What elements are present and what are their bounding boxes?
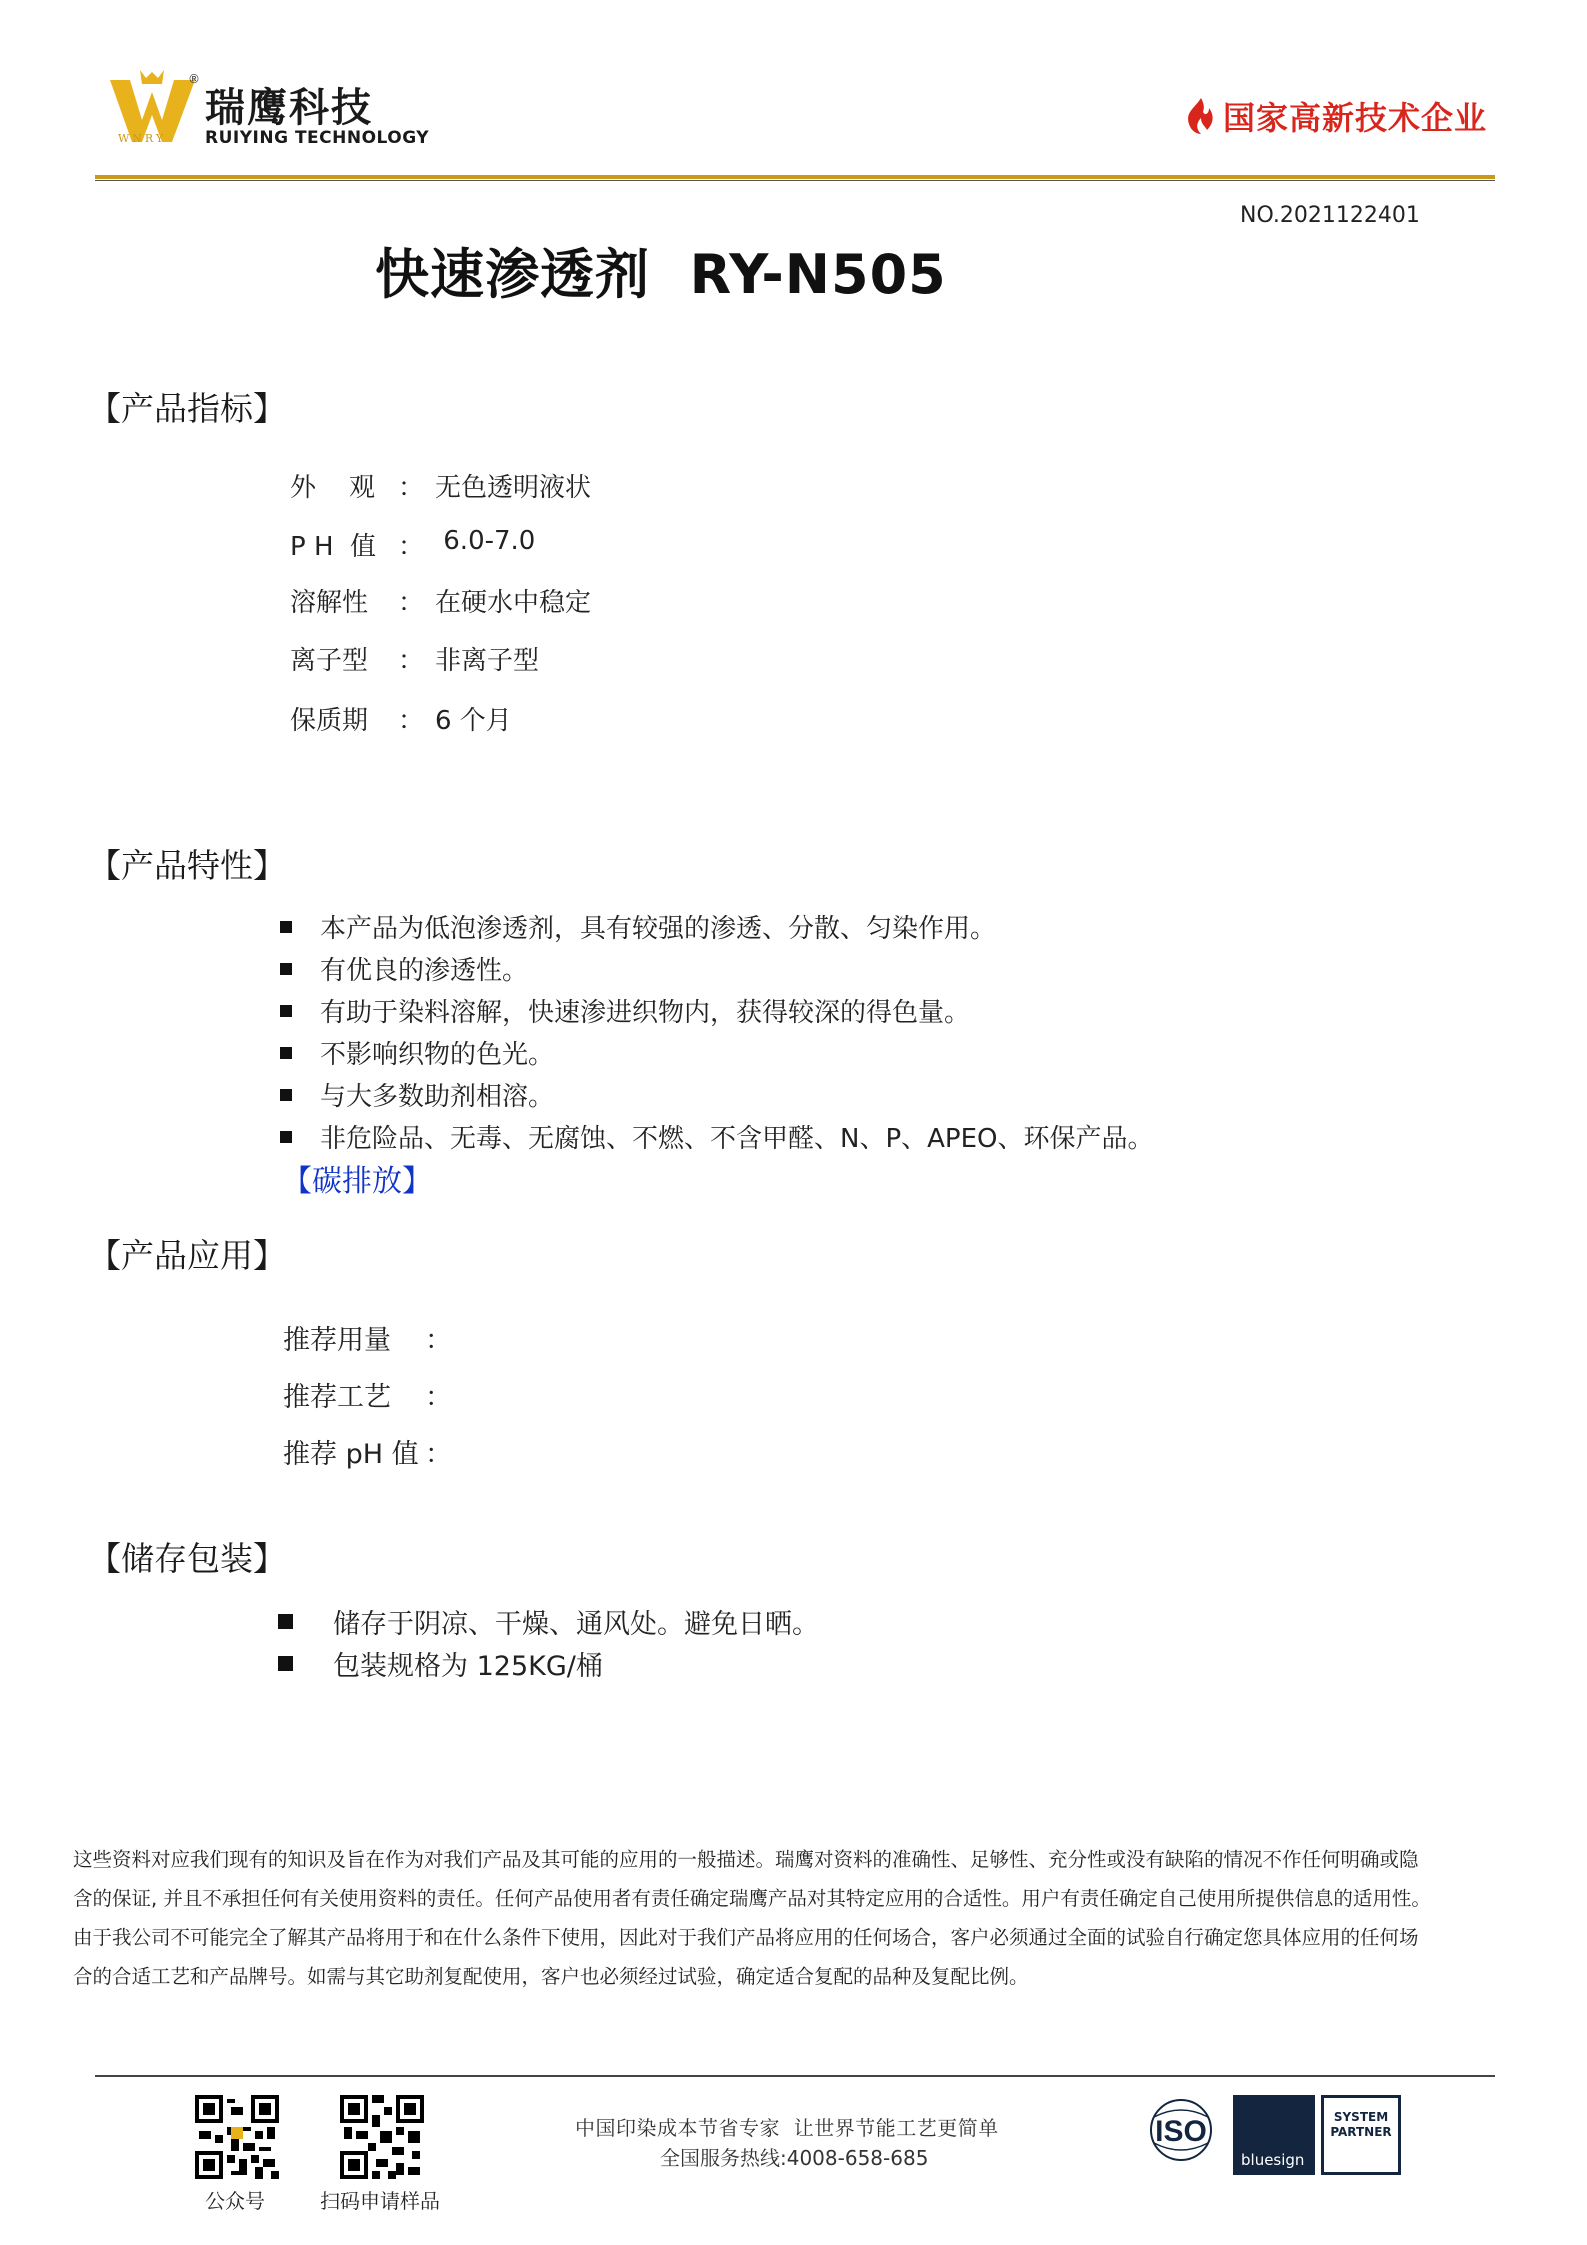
sample-request-qr-code-icon[interactable] (340, 2095, 424, 2179)
spec-value: 无色透明液状 (435, 473, 592, 503)
company-slogan: 中国印染成本节省专家 让世界节能工艺更简单 (575, 2116, 999, 2140)
wechat-qr-label: 公众号 (205, 2189, 265, 2213)
bullet-icon (280, 921, 292, 933)
brand-abbreviation: WNRY (118, 132, 167, 145)
service-hotline: 全国服务热线:4008-658-685 (660, 2146, 929, 2170)
system-partner-badge (1321, 2095, 1401, 2175)
spec-value: 6.0-7.0 (435, 526, 536, 556)
bullet-icon (280, 1089, 292, 1101)
bullet-icon (280, 1005, 292, 1017)
disclaimer-line: 这些资料对应我们现有的知识及旨在作为对我们产品及其可能的应用的一般描述。瑞鹰对资料的准确性、足够性、充分性或没有缺陷的情况不作任何明确或隐 (73, 1848, 1419, 1871)
feature-text: 有优良的渗透性。 (320, 956, 529, 986)
footer-divider (95, 2075, 1495, 2077)
spec-colon: ： (398, 588, 425, 618)
list-item (280, 908, 996, 945)
spec-value: 6 个月 (435, 706, 512, 736)
feature-text: 与大多数助剂相溶。 (320, 1082, 555, 1112)
spec-label: 保质期 (290, 706, 369, 736)
brand-name-en: RUIYING TECHNOLOGY (205, 128, 430, 148)
bullet-icon (280, 1047, 292, 1059)
spec-colon: ： (398, 646, 425, 676)
spec-label: 溶解性 (290, 588, 369, 618)
list-item (280, 1118, 1154, 1155)
brand-name-cn: 瑞鹰科技 (205, 85, 373, 131)
list-item (280, 950, 528, 987)
application-label: 推荐工艺 (283, 1382, 391, 1413)
feature-text: 非危险品、无毒、无腐蚀、不燃、不含甲醛、N、P、APEO、环保产品。 (320, 1124, 1154, 1154)
hi-tech-label: 国家高新技术企业 (1223, 99, 1488, 137)
spec-value: 非离子型 (435, 646, 540, 676)
section-heading-specs: 【产品指标】 (88, 389, 286, 428)
carbon-emission-link[interactable]: 【碳排放】 (282, 1164, 432, 1199)
list-item (278, 1644, 603, 1683)
disclaimer-line: 合的合适工艺和产品牌号。如需与其它助剂复配使用，客户也必须经过试验，确定适合复配的品种及复配比例。 (73, 1965, 1029, 1988)
feature-text: 不影响织物的色光。 (320, 1040, 555, 1070)
hi-tech-badge (1183, 93, 1487, 139)
spec-label: 离子型 (290, 646, 369, 676)
bullet-icon (280, 1131, 292, 1143)
spec-value: 在硬水中稳定 (435, 588, 592, 618)
section-heading-features: 【产品特性】 (88, 846, 286, 885)
bullet-icon (278, 1656, 293, 1671)
registered-mark: ® (188, 72, 200, 86)
bluesign-logo (1233, 2095, 1315, 2175)
list-item (280, 1076, 554, 1113)
feature-text: 有助于染料溶解，快速渗进织物内，获得较深的得色量。 (320, 998, 971, 1028)
bullet-icon (278, 1614, 293, 1629)
disclaimer-line: 由于我公司不可能完全了解其产品将用于和在什么条件下使用，因此对于我们产品将应用的任何场合，客户必须通过全面的试验自行确定您具体应用的任何场 (73, 1926, 1419, 1949)
storage-text: 包装规格为 125KG/桶 (333, 1651, 603, 1682)
disclaimer-line: 含的保证, 并且不承担任何有关使用资料的责任。任何产品使用者有责任确定瑞鹰产品对其特定应用的合适性。用户有责任确定自己使用所提供信息的适用性。 (73, 1887, 1431, 1910)
bluesign-label: bluesign (1241, 2151, 1305, 2169)
list-item (280, 1034, 554, 1071)
spec-colon: ： (398, 532, 425, 562)
spec-colon: ： (398, 473, 425, 503)
sample-request-qr-label: 扫码申请样品 (320, 2189, 440, 2213)
iso-certification-icon (1142, 2097, 1220, 2163)
spec-label: P H 值 (290, 532, 377, 562)
document-number: NO.2021122401 (1240, 203, 1420, 228)
application-label: 推荐用量 (283, 1325, 391, 1356)
disclaimer (73, 1840, 1543, 1996)
iso-label: ISO (1155, 2115, 1207, 2148)
list-item (278, 1602, 819, 1641)
spec-colon: ： (398, 706, 425, 736)
application-colon: ： (425, 1325, 452, 1356)
wechat-qr-code-icon[interactable] (195, 2095, 279, 2179)
flame-icon (1183, 96, 1217, 136)
header-divider-thin (95, 180, 1495, 181)
application-colon: ： (425, 1439, 452, 1470)
bullet-icon (280, 963, 292, 975)
section-heading-storage: 【储存包装】 (88, 1539, 286, 1578)
spec-label: 外 观 (290, 473, 376, 503)
page-title: 快速渗透剂 RY-N505 (375, 243, 947, 306)
application-label: 推荐 pH 值 (283, 1439, 419, 1470)
section-heading-application: 【产品应用】 (88, 1236, 286, 1275)
storage-text: 储存于阴凉、干燥、通风处。避免日晒。 (333, 1609, 819, 1640)
list-item (280, 992, 970, 1029)
system-partner-label: SYSTEM PARTNER (1330, 2110, 1392, 2139)
header-divider (95, 175, 1495, 179)
feature-text: 本产品为低泡渗透剂，具有较强的渗透、分散、匀染作用。 (320, 914, 997, 944)
application-colon: ： (425, 1382, 452, 1413)
